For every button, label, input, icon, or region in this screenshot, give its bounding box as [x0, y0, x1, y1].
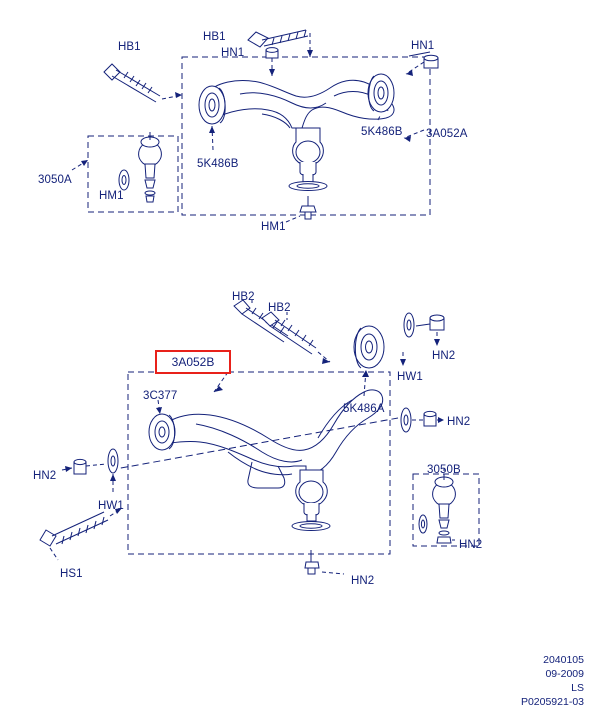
highlighted-part-label: 3A052B	[171, 355, 215, 369]
label-hb1-left: HB1	[118, 41, 141, 53]
label-hs1: HS1	[60, 568, 83, 580]
label-hn2-left: HN2	[33, 470, 57, 482]
label-3050b: 3050B	[427, 464, 461, 476]
label-hb2-right: HB2	[268, 302, 291, 314]
label-hn2-right: HN2	[447, 416, 471, 428]
label-3c377: 3C377	[143, 390, 178, 402]
label-hn2-upper-right: HN2	[432, 350, 456, 362]
label-5k486a: 5K486A	[343, 403, 385, 415]
footer-line-4: P0205921-03	[520, 696, 584, 708]
label-hm1-bottom: HM1	[261, 221, 286, 233]
label-hw1-right: HW1	[397, 371, 423, 383]
label-hb1-top: HB1	[203, 31, 226, 43]
footer-line-2: 09-2009	[545, 668, 584, 680]
label-hn2-bottom: HN2	[351, 575, 375, 587]
footer-line-1: 2040105	[543, 654, 584, 666]
label-hw1-left: HW1	[98, 500, 124, 512]
label-3a052a: 3A052A	[426, 128, 468, 140]
footer-line-3: LS	[571, 682, 584, 694]
highlighted-part-number[interactable]	[155, 350, 231, 374]
footer-metadata	[521, 653, 584, 709]
label-hn2-lowright: HN2	[459, 539, 483, 551]
label-hm1-left: HM1	[99, 190, 124, 202]
label-5k486b-right: 5K486B	[361, 126, 403, 138]
label-hn1-right: HN1	[411, 40, 435, 52]
label-hb2-left: HB2	[232, 291, 255, 303]
label-3050a: 3050A	[38, 174, 72, 186]
label-hn1-top: HN1	[221, 47, 245, 59]
label-5k486b-left: 5K486B	[197, 158, 239, 170]
